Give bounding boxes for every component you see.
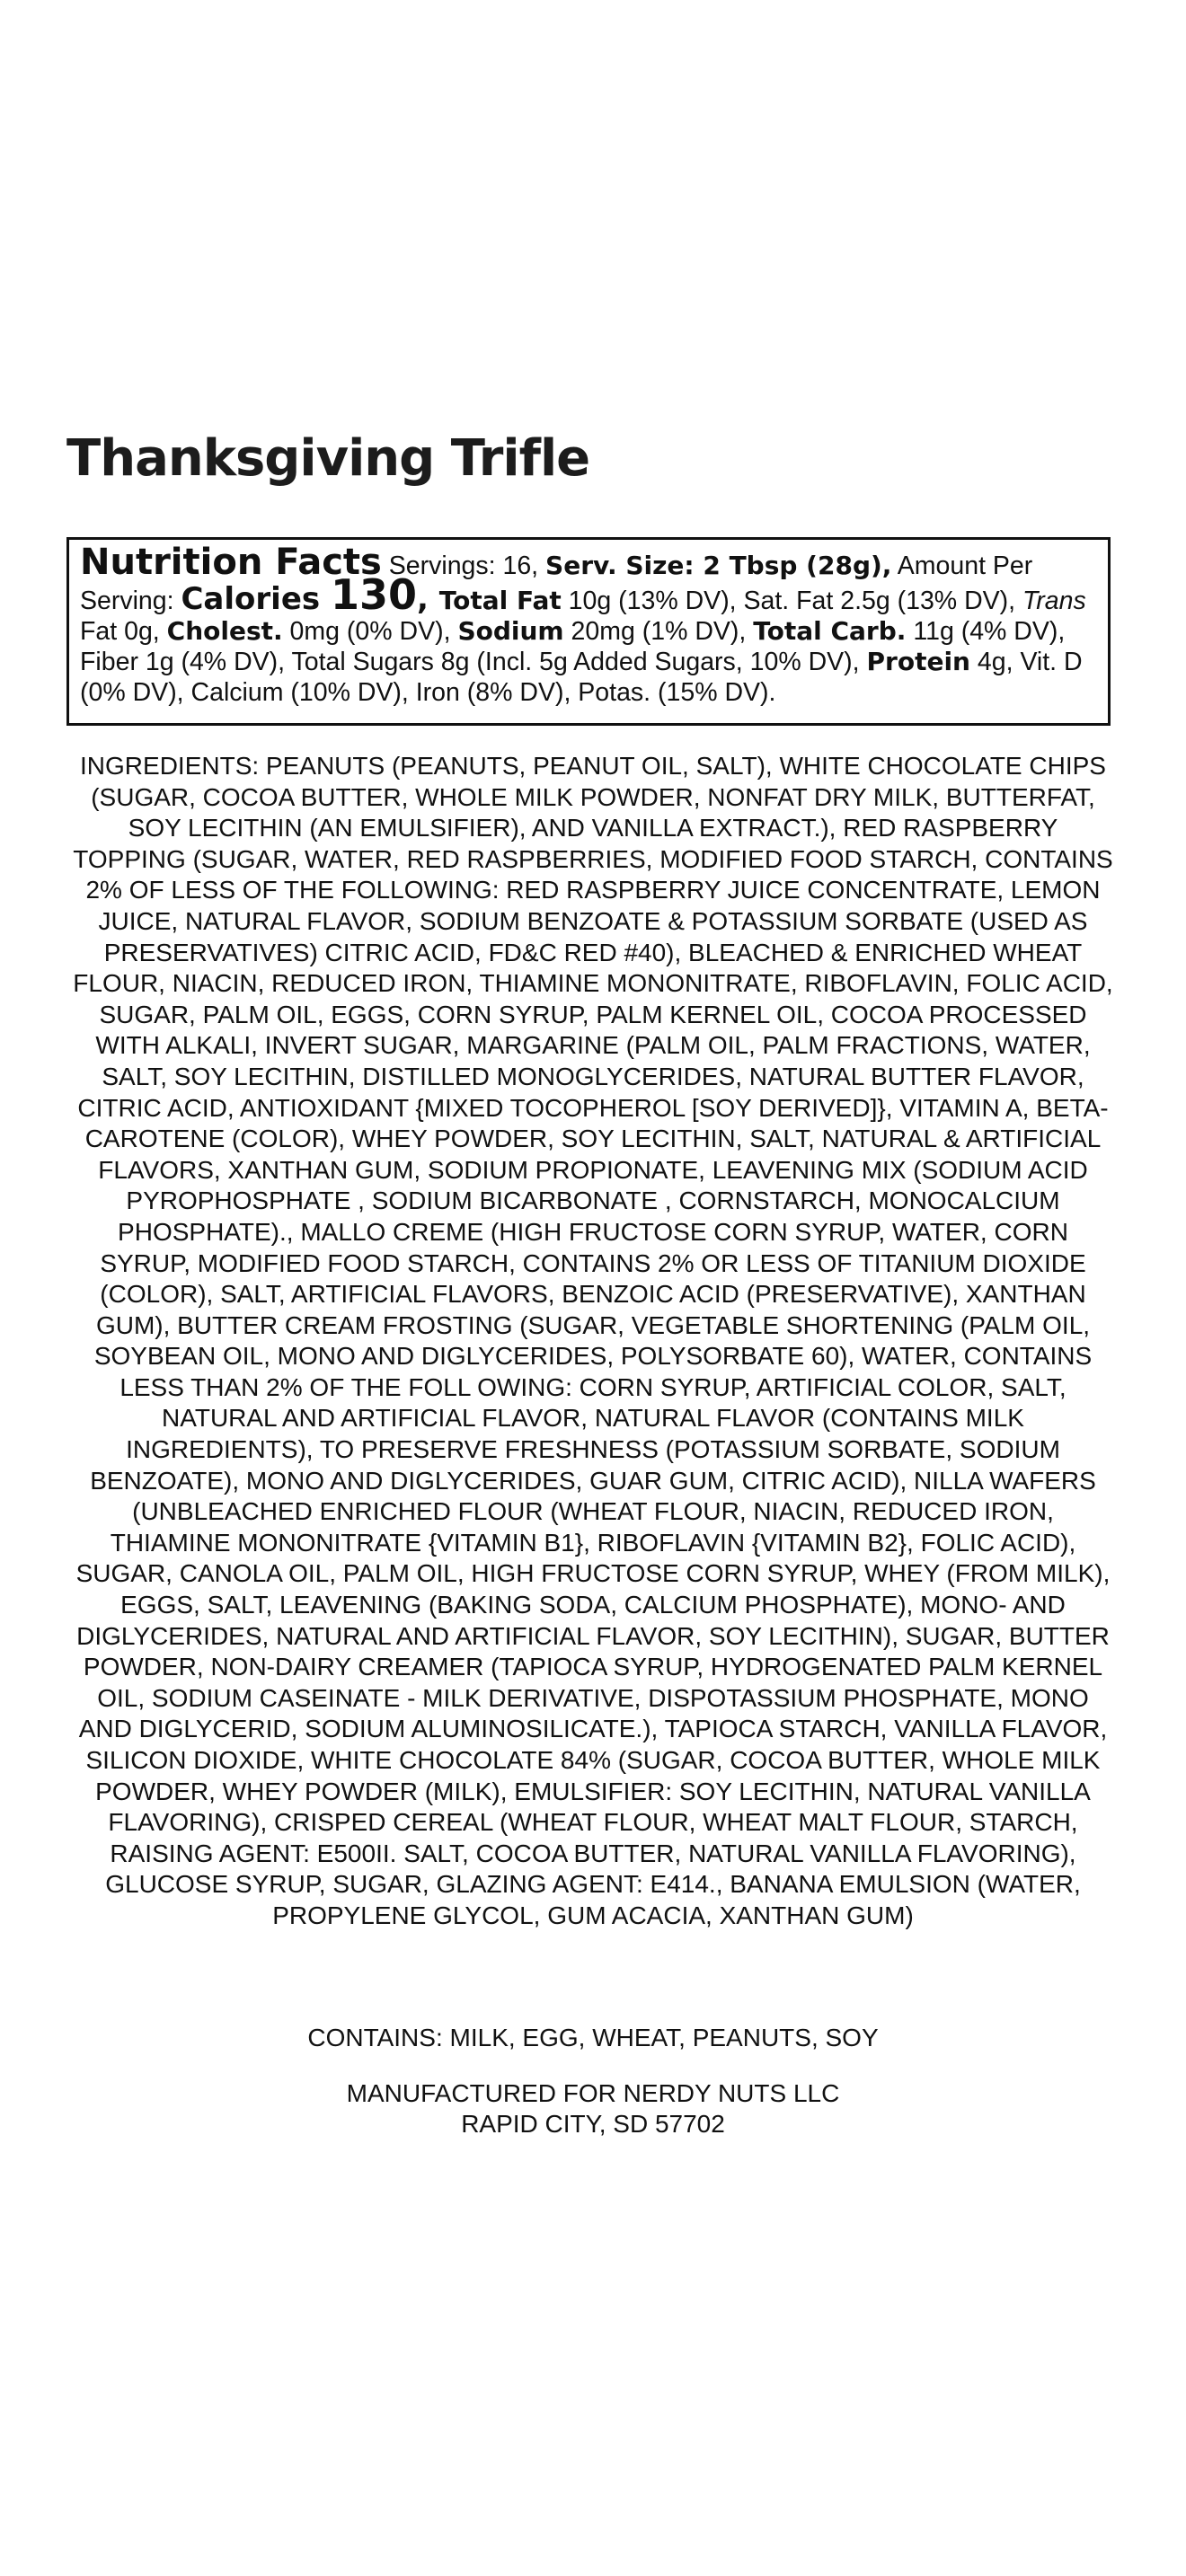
total-fat-value: 10g (13% DV), Sat. Fat 2.5g (13% DV), — [561, 587, 1022, 615]
servings-text: Servings: 16, — [381, 551, 546, 580]
manufacturer-address: RAPID CITY, SD 57702 — [461, 2110, 725, 2138]
ingredients-list: INGREDIENTS: PEANUTS (PEANUTS, PEANUT OIL, SALT), WHITE CHOCOLATE CHIPS (SUGAR, COCOA BUTTER, WHOLE MILK POWDER, NONFAT DRY MILK, BUTTERFAT, SOY LECITHIN (AN EMULSIFIER), AND VANILLA EXTRACT.), RED RASPBERRY TOPPING (SUGAR, WATER, RED RASPBERRIES, MODIFIED FOOD STARCH, CONTAINS 2% OF LESS OF THE FOLLOWING: RED RASPBERRY JUICE CONCENTRATE, LEMON JUICE, NATURAL FLAVOR, SODIUM BENZOATE & POTASSIUM SORBATE (USED AS PRESERVATIVES) CITRIC ACID, FD&C RED #40), BLEACHED & ENRICHED WHEAT FLOUR, NIACIN, REDUCED IRON, THIAMINE MONONITRATE, RIBOFLAVIN, FOLIC ACID, SUGAR, PALM OIL, EGGS, CORN SYRUP, PALM KERNEL OIL, COCOA PROCESSED WITH ALKALI, INVERT SUGAR, MARGARINE (PALM OIL, PALM FRACTIONS, WATER, SALT, SOY LECITHIN, DISTILLED MONOGLYCERIDES, NATURAL BUTTER FLAVOR, CITRIC ACID, ANTIOXIDANT {MIXED TOCOPHEROL [SOY DERIVED]}, VITAMIN A, BETA-CAROTENE (COLOR), WHEY POWDER, SOY LECITHIN, SALT, NATURAL & ARTIFICIAL FLAVORS, XANTHAN GUM, SODIUM PROPIONATE, LEAVENING MIX (SODIUM ACID PYROPHOSPHATE , SODIUM BICARBONATE , CORNSTARCH, MONOCALCIUM PHOSPHATE)., MALLO CREME (HIGH FRUCTOSE CORN SYRUP, WATER, CORN SYRUP, MODIFIED FOOD STARCH, CONTAINS 2% OR LESS OF TITANIUM DIOXIDE (COLOR), SALT, ARTIFICIAL FLAVORS, BENZOIC ACID (PRESERVATIVE), XANTHAN GUM), BUTTER CREAM FROSTING (SUGAR, VEGETABLE SHORTENING (PALM OIL, SOYBEAN OIL, MONO AND DIGLYCERIDES, POLYSORBATE 60), WATER, CONTAINS LESS THAN 2% OF THE FOLL OWING: CORN SYRUP, ARTIFICIAL COLOR, SALT, NATURAL AND ARTIFICIAL FLAVOR, NATURAL FLAVOR (CONTAINS MILK INGREDIENTS), TO PRESERVE FRESHNESS (POTASSIUM SORBATE, SODIUM BENZOATE), MONO AND DIGLYCERIDES, GUAR GUM, CITRIC ACID), NILLA WAFERS (UNBLEACHED ENRICHED FLOUR (WHEAT FLOUR, NIACIN, REDUCED IRON, THIAMINE MONONITRATE {VITAMIN B1}, RIBOFLAVIN {VITAMIN B2}, FOLIC ACID), SUGAR, CANOLA OIL, PALM OIL, HIGH FRUCTOSE CORN SYRUP, WHEY (FROM MILK), EGGS, SALT, LEAVENING (BAKING SODA, CALCIUM PHOSPHATE), MONO- AND DIGLYCERIDES, NATURAL AND ARTIFICIAL FLAVOR, SOY LECITHIN), SUGAR, BUTTER POWDER, NON-DAIRY CREAMER (TAPIOCA SYRUP, HYDROGENATED PALM KERNEL OIL, SODIUM CASEINATE - MILK DERIVATIVE, DISPOTASSIUM PHOSPHATE, MONO AND DIGLYCERID, SODIUM ALUMINOSILICATE.), TAPIOCA STARCH, VANILLA FLAVOR, SILICON DIOXIDE, WHITE CHOCOLATE 84% (SUGAR, COCOA BUTTER, WHOLE MILK POWDER, WHEY POWDER (MILK), EMULSIFIER: SOY LECITHIN, NATURAL VANILLA FLAVORING), CRISPED CEREAL (WHEAT FLOUR, WHEAT MALT FLOUR, STARCH, RAISING AGENT: E500II. SALT, COCOA BUTTER, NATURAL VANILLA FLAVORING), GLUCOSE SYRUP, SUGAR, GLAZING AGENT: E414., BANANA EMULSION (WATER, PROPYLENE GLYCOL, GUM ACACIA, XANTHAN GUM) — [73, 752, 1113, 1929]
sodium-label: Sodium — [457, 616, 564, 646]
serving-size-text: Serv. Size: 2 Tbsp (28g), — [545, 551, 892, 580]
trans-fat-value: Fat 0g, — [80, 617, 167, 646]
calories-label: Calories — [181, 581, 331, 617]
trans-fat-label: Trans — [1022, 587, 1086, 615]
total-carb-label: Total Carb. — [753, 616, 907, 646]
calories-value: 130 — [330, 570, 417, 619]
protein-label: Protein — [866, 647, 970, 676]
protein-value: 4g, Vit. D (0% DV), Calcium (10% DV), Iron (8% DV), Potas. (15% DV). — [80, 648, 1083, 707]
calories-comma: , — [416, 581, 439, 617]
amount-per-serving-text: Amount Per Serving: — [80, 551, 1033, 615]
sodium-value: 20mg (1% DV), — [563, 617, 754, 646]
nutrition-facts-heading: Nutrition Facts — [80, 542, 382, 583]
manufacturer-name: MANUFACTURED FOR NERDY NUTS LLC — [346, 2079, 840, 2107]
manufacturer-info — [72, 2078, 1114, 2139]
cholesterol-label: Cholest. — [166, 616, 283, 646]
allergen-statement: CONTAINS: MILK, EGG, WHEAT, PEANUTS, SOY — [307, 2024, 879, 2051]
total-fat-label: Total Fat — [438, 586, 562, 615]
total-carb-value: 11g (4% DV), Fiber 1g (4% DV), Total Sugars 8g (Incl. 5g Added Sugars, 10% DV), — [80, 617, 1066, 676]
nutrition-facts-panel — [66, 537, 1111, 726]
page-title: Thanksgiving Trifle — [66, 429, 590, 488]
cholesterol-value: 0mg (0% DV), — [282, 617, 458, 646]
